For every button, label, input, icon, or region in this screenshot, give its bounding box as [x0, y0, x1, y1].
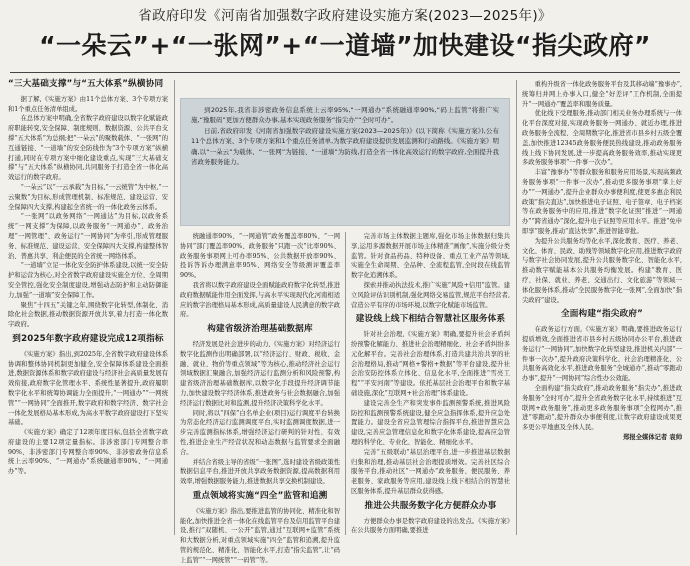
article-paragraph: 《实施方案》确定了12项年度目标,包括全省数字政府建设的主要12项定量指标。非涉密部门专网整合率90%、非涉密部门专网整合率90%、非涉密政务信息系统上云率90%、“一网通办”系统融通率90%、“一网通办”等。 — [8, 429, 168, 476]
article-paragraph: 优化线下受理服务,推动部门相关业务办理系统与一体化平台深度对接,实现政务服务一网通办、就近办理,推进政务服务全流程、全周期数字化,推进省市县乡村五级全覆盖,加快推进12345政务服务便民热线建设,推动政务服务线上线下协同发展,进一步提高政务服务效率,推动实现更多政务服务事项“一件事一次办”。 — [522, 110, 682, 167]
section-heading: 推进公共服务数字化方便群众办事 — [364, 500, 497, 511]
section-heading: 到2025年数字政府建设完成12项指标 — [12, 333, 164, 344]
article-paragraph: 探索并推动执法技术,推广实施“风险+信用”监管。建立风险评估识别机制,强化网络交易监管,规范平台经营者,营造公平有序的市场环境,以数字化赋能市场监管。 — [351, 281, 510, 309]
article-paragraph: 统融通率90%、“一网通管”政务覆盖率80%、“一网协同”部门覆盖率90%、政务服务“只跑一次”比率90%、政务服务事项网上可办率95%、公共数据开放率90%、投诉答诉办理满意率95%、网络安全等级测评覆盖率90%。 — [180, 233, 340, 280]
article-paragraph: 完善“五级联动”基层治理平台,进一步推进基层数据归集和治理,推动基层社会治理提质增效。完善社区综合服务平台,推动社区“一网通办”政务服务、便民服务、养老服务、家政服务等应用,建设线上线下相结合的智慧社区服务体系,提升基层群众获得感。 — [351, 448, 510, 495]
article-paragraph: “一道墙”立足一体化安全防护体系建设,以统一安全防护和运营为核心,对全省数字政府建设实施全方位、全周期安全管控,强化安全制度建设,增强动态防护和主动防御能力,加强“一道墙”安全保障工作。 — [8, 262, 168, 299]
article-paragraph: 在总体方案中明确,全省数字政府建设以数字化赋能政府职能转变,安全保障、制度规则、数据资源、公共平台支撑“五大体系”为总纲;把“一朵云”的聚数载体、“一张网”的互通链接、“一道墙”的安全防线作为“3个专项方案”纵横打通,同时在专项方案中细化建设重点,实现“三大基础支撑”与“五大体系”纵横协同,共同服务于打造全省一体化高效运行的数字政府。 — [8, 115, 168, 182]
article-paragraph: 《实施方案》指出,到2025年,全省数字政府建设体系协调和整体协同机制更加健全,安全保障体系建设全面推进,数据资源体系和数字政府建设与经济社会高质量发展有效衔接,政府数字化管理水平、系统性显著提升,政府履职数字化水平和统筹协调能力全面提升,“一网通办”“一网统管”“一网协同”全面推开,数字政府和数字经济、数字社会一体化发展格局基本形成,为高水平数字政府建设打下坚实基础。 — [8, 350, 168, 427]
article-column-4 — [522, 80, 682, 535]
section-heading: “三大基础支撑”与“五大体系”纵横协同 — [8, 79, 164, 89]
article-column-2 — [180, 232, 340, 564]
column-divider — [174, 80, 175, 535]
article-paragraph: “一张网”以政务网络“一网通达”为目标,以政务系统“一网支撑”为保障,以政务服务“一网通办”、政务治理“一网管理”、政务运行“一网协同”为牵引,形成管理服务、标准规范、建设运营、安全保障四大支撑,构建整体智治、普惠共享、利企便民的全省统一网络体系。 — [8, 213, 168, 260]
article-paragraph: “一朵云”以“一云承载”为目标,“一云统管”为中枢,“一云聚数”为目标,形成管理机制、标准规范、建设运营、安全保障四大支撑,构建起全省统一的一体化政务云体系。 — [8, 183, 168, 211]
section-heading: 建设线上线下相结合智慧社区服务体系 — [355, 314, 506, 325]
article-paragraph: 完善市场主体数据主题库,强化市场主体数据归集共享,运用多源数据开展市场主体精准“画像”,实施分级分类监管。针对食品药品、特种设备、重点工业产品等领域,实施全生命周期、全品种、全流程监管,全时段在线监管数字化追溯体系。 — [351, 233, 510, 280]
article-paragraph: 重构升级省一体化政务服务平台及其移动端“豫事办”,统筹归并网上办事入口,健全“好差评”工作机制,全面提升“一网通办”覆盖率和服务质量。 — [522, 81, 682, 108]
article-paragraph: 建设完善全生产和突发事件监测预警系统,推进风险防控和监测预警系统建设,健全应急指挥体系,提升应急处置能力。建设全省应急管理综合指挥平台,推进智慧应急建设,完善应急管理信息化和数字化体系建设,提高应急管理的科学化、专业化、智能化、精细化水平。 — [351, 399, 510, 446]
section-heading: 全面构建“指尖政府” — [560, 309, 644, 320]
article-paragraph: 我省将以数字政府建设全面赋能政府数字化转型,推进政府数据赋能作用全面发挥,与高水平实现现代化河南相适应的数字治理格局基本形成,高质量建设人民满意的数字政府。 — [180, 281, 340, 319]
author-byline: 郑报全媒体记者 袁帅 — [623, 433, 682, 441]
article-column-1 — [8, 80, 168, 535]
column-divider — [345, 232, 346, 535]
highlight-box — [180, 98, 510, 226]
article-column-3 — [351, 232, 510, 535]
headline: “一朵云”+“一张网”+“一道墙”加快建设“指尖政府” — [39, 31, 651, 60]
article-paragraph: 经济发展是社会进步的动力,《实施方案》对经济运行数字化监测作出明确部署,以“经济运行、财政、税收、金融、就业、物价等重点领域”等为核心,推动经济社会运行领域数据汇聚融合,加强经济运行监测分析和风险预警,构建省级济治理基础数据库,以数字化手段提升经济调节能力,加快建设数字经济体系,推进政务与社会数据融合,加强经济运行数据比对和监测,提升经济决策科学化水平。 — [180, 340, 340, 407]
article-paragraph: 在政务运行方面,《实施方案》明确,要推进政务运行提质增效,全面推进省市县乡村五级协同办公平台,推进政务运行“一网协同”,加快数字化转型建设,推进机关内部“一件事一次办”,提升政府决策科学化、社会治理精准化、公共服务高效化水平,推进政务服务“全城通办”,推动“零跑动办事”,提升“一网协同”综合性办公效能。 — [522, 326, 682, 383]
article-paragraph: 方便群众办事是数字政府建设的出发点。《实施方案》在公共服务方面明确,要推进 — [351, 517, 510, 535]
article-paragraph: 据了解,《实施方案》由11个总体方案、3个专项方案和1个重点任务清单组成。 — [8, 95, 168, 113]
highlight-paragraph: 到2025年,我省非涉密政务信息系统上云率95%,“一网通办”系统融通率90%,“码上监管”将推广实施,“豫服码”更加方便群众办事,基本实现政务服务“指尖办”“全时可办”。 — [191, 106, 499, 125]
article-paragraph: 《实施方案》指出,要推进监管的协同化、精准化和智能化,加快推进全省一体化在线监管平台及信用监管平台建设,推行“双随机、一公开”监管,通过“互联网+监管”系统和大数据分析,对重点领域实施“四全”监管和追溯,提升监管的规范化、精准化、智能化水平,打造“指尖监管”,让“码上监管”“一网统管”“一码管”等。 — [180, 507, 340, 564]
highlight-paragraph: 日前,省政府印发《河南省加强数字政府建设实施方案(2023—2025年)》(以下简称《实施方案》),公布11个总体方案、3个专项方案和1个重点任务清单,为数字政府建设提供发展监测和行动路线。《实施方案》明确,以“一朵云”为载体、“一张网”为链接、“一道墙”为防线,打造全省一体化高效运行的数字政府,全面提升我省政务服务能力。 — [191, 126, 499, 167]
article-paragraph: 全面构建“指尖政府”,推动政务服务“指尖办”,推进政务服务“全时可办”,提升全省政务数字化水平,持续推进“互联网+政务服务”,推动更多政务服务事项“全程网办”,推进“零跑动”,提升群众办事便利度,让数字政府建设成果更多更公平地惠及全体人民。 — [522, 384, 682, 432]
header-rule — [10, 72, 680, 73]
article-paragraph: 同时,将以“四保”白名单企业(项目)运行调度平台转换为常态化经济运行监测调度平台,实时监测调度数据,进一步完善监测指标体系,增强经济运行研判的针对性、有效性,推进企业生产经营状况和动态数据与监管要求全面融合。 — [180, 409, 340, 456]
article-paragraph: 丰富“豫事办”等群众服务和服务应用场景,实现高频政务服务事项“一件事一次办”,推动更多服务事项“掌上好办”“一网通办”,提升企业群众办事便利度,使更多惠企利民政策“指尖直达”,加快推进电子证照、电子签章、电子档案等在政务服务中的应用,推进“数字化证照”推进“一网通办”“跨省通办”深化,提升电子证照等应用水平。推进“免申即享”服务,推动“直达快享”,推进智能审批。 — [522, 169, 682, 235]
section-heading: 重点领域将实施“四全”监管和追溯 — [192, 490, 328, 501]
article-paragraph: 聚焦“十四五”关键之年,围绕数字化转型,体制化、消除化社会数据,推动数据资源开放共享,着力打造一体化数字政府。 — [8, 301, 168, 329]
article-paragraph: 为提升公共服务均等化水平,深化教育、医疗、养老、文化、体育、民政、助残等领域数字化应用,推进数字政府与数字社会协同发展,提升公共服务数字化、智能化水平,推动数字赋能基本公共服务均衡发展。构建“教育、医疗、社保、就业、养老、交通出行、文化旅游”等领域一体化服务体系,推动“全民服务数字化一张网”,全面加快“指尖政府”建设。 — [522, 237, 682, 304]
column-divider — [516, 80, 517, 535]
article-paragraph: 并结合省级主导的省级“一张图”,选时建设省级政策性数据信息平台,推进开放共享政务数据资源,提高数据利用效率,增强数据服务能力,推进数据共享交换机制建设。 — [180, 458, 340, 486]
headline-kicker: 省政府印发《河南省加强数字政府建设实施方案(2023—2025年)》 — [138, 8, 552, 24]
section-heading: 构建省级济治理基础数据库 — [207, 324, 313, 335]
article-paragraph: 针对社会治理,《实施方案》明确,要提升社会矛盾纠纷预警化解能力、推进社会治理精细化、社会矛盾纠纷多元化解平台。完善社会治理体系,打造共建共治共享的社会治理格局,推动“网格+警格+数据”等平台建设,提升社会治安防控体系立体化、信息化水平,全面推进“雪亮工程”“平安河南”等建设。依托基层社会治理平台和数字基础设施,深化“互联网+社会治理”体系建设。 — [351, 331, 510, 397]
